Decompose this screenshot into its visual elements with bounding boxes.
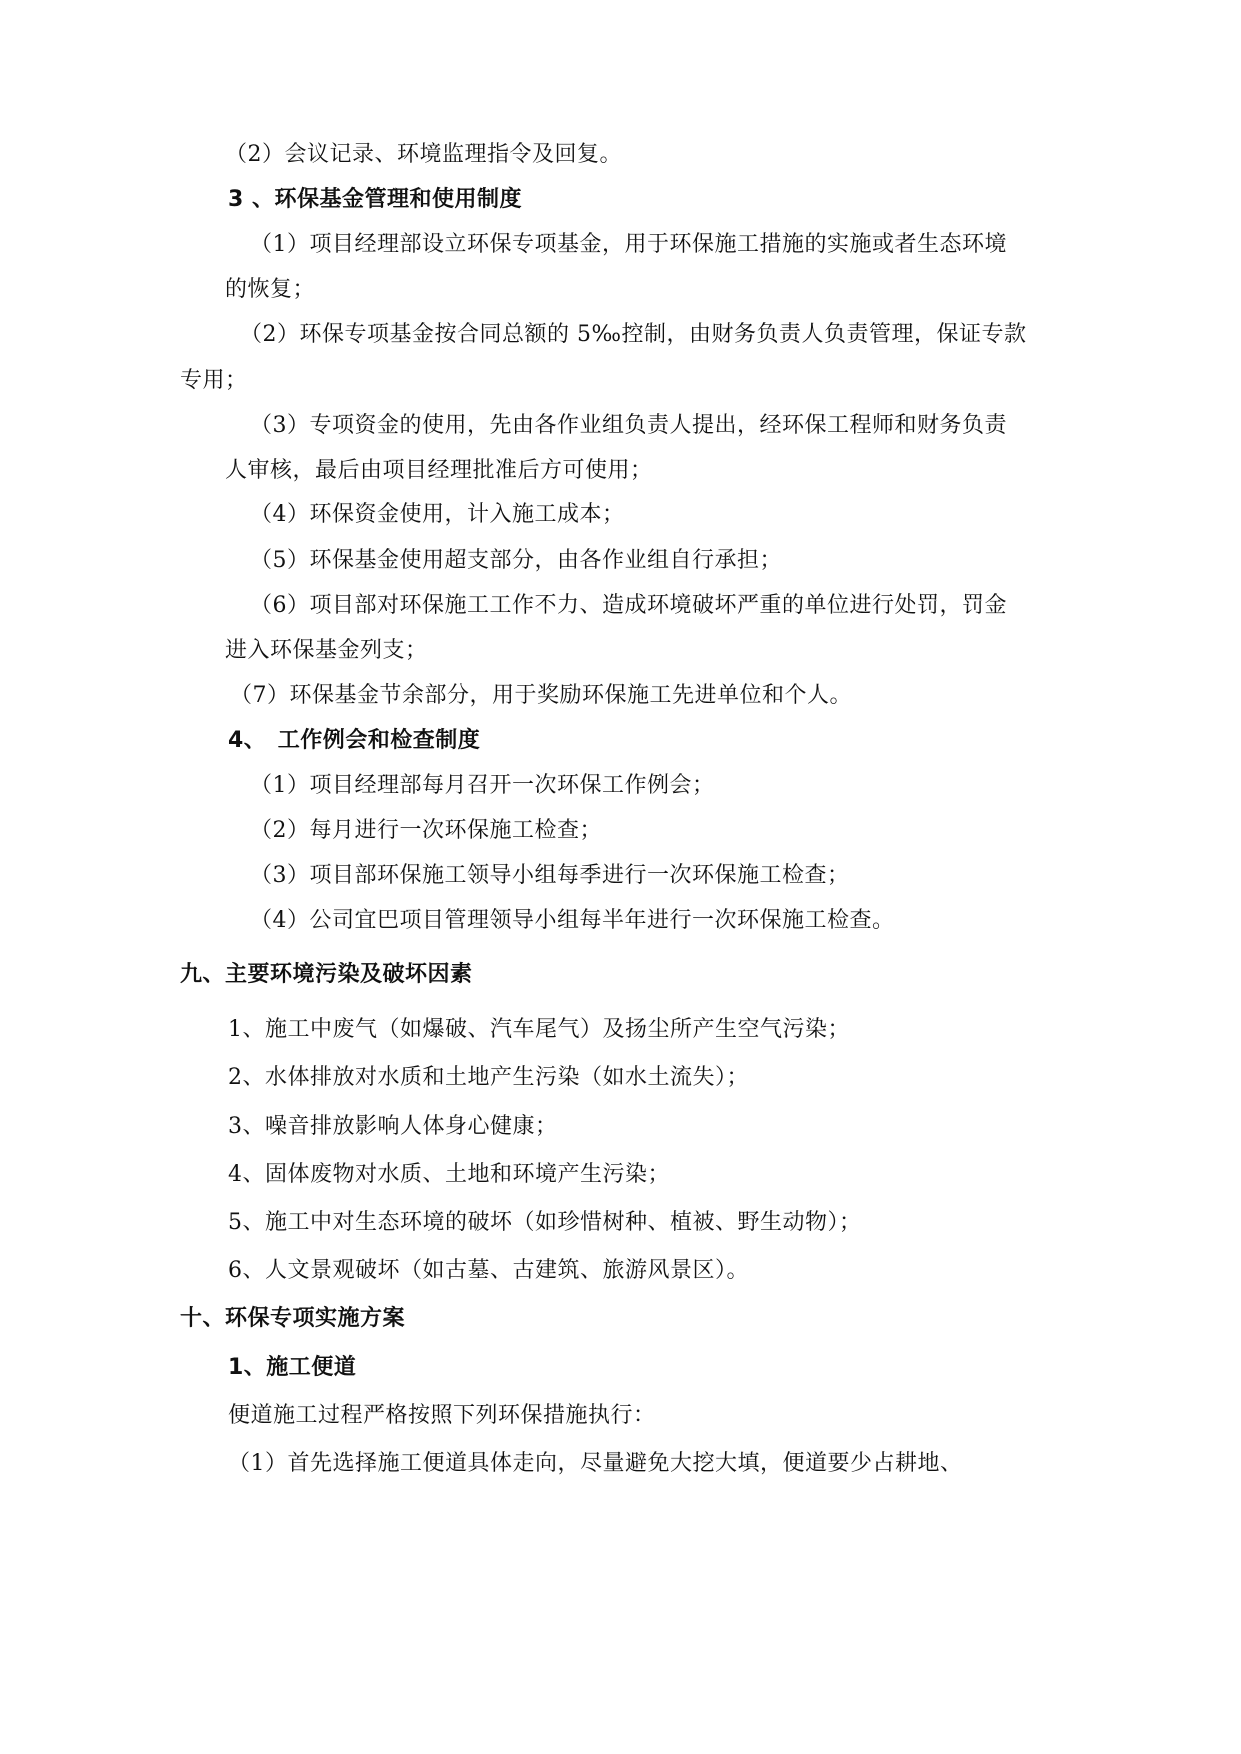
list-item: 5、施工中对生态环境的破坏（如珍惜树种、植被、野生动物）； bbox=[228, 1210, 862, 1235]
paragraph-line: （1）项目经理部每月召开一次环保工作例会； bbox=[250, 773, 715, 798]
list-item: 2、水体排放对水质和土地产生污染（如水土流失）； bbox=[228, 1065, 749, 1090]
paragraph-line: （2）会议记录、环境监理指令及回复。 bbox=[225, 142, 622, 167]
paragraph-line: 专用； bbox=[180, 368, 248, 393]
chapter-heading: 十、环保专项实施方案 bbox=[180, 1306, 406, 1331]
paragraph-line: （1）项目经理部设立环保专项基金，用于环保施工措施的实施或者生态环境 bbox=[250, 232, 1007, 257]
section-heading: 1、施工便道 bbox=[228, 1355, 357, 1380]
paragraph-line: 便道施工过程严格按照下列环保措施执行： bbox=[228, 1403, 656, 1428]
list-item: 6、人文景观破坏（如古墓、古建筑、旅游风景区）。 bbox=[228, 1258, 749, 1283]
chapter-heading: 九、主要环境污染及破坏因素 bbox=[180, 962, 473, 987]
paragraph-line: （5）环保基金使用超支部分，由各作业组自行承担； bbox=[250, 548, 782, 573]
paragraph-line: 人审核，最后由项目经理批准后方可使用； bbox=[225, 458, 653, 483]
paragraph-line: （4）公司宜巴项目管理领导小组每半年进行一次环保施工检查。 bbox=[250, 908, 895, 933]
paragraph-line: 进入环保基金列支； bbox=[225, 638, 428, 663]
paragraph-line: （4）环保资金使用，计入施工成本； bbox=[250, 502, 625, 527]
paragraph-line: （2）环保专项基金按合同总额的 5‰控制，由财务负责人负责管理，保证专款 bbox=[240, 322, 1027, 347]
list-item: 4、固体废物对水质、土地和环境产生污染； bbox=[228, 1162, 670, 1187]
list-item: 3、噪音排放影响人体身心健康； bbox=[228, 1114, 558, 1139]
paragraph-line: （7）环保基金节余部分，用于奖励环保施工先进单位和个人。 bbox=[230, 683, 852, 708]
paragraph-line: （3）项目部环保施工领导小组每季进行一次环保施工检查； bbox=[250, 863, 850, 888]
paragraph-line: 的恢复； bbox=[225, 277, 316, 302]
section-heading: 4、 工作例会和检查制度 bbox=[228, 728, 481, 753]
paragraph-line: （1）首先选择施工便道具体走向，尽量避免大挖大填，便道要少占耕地、 bbox=[228, 1451, 963, 1476]
paragraph-line: （2）每月进行一次环保施工检查； bbox=[250, 818, 602, 843]
paragraph-line: （3）专项资金的使用，先由各作业组负责人提出，经环保工程师和财务负责 bbox=[250, 413, 1007, 438]
paragraph-line: （6）项目部对环保施工工作不力、造成环境破坏严重的单位进行处罚，罚金 bbox=[250, 593, 1007, 618]
section-heading: 3 、环保基金管理和使用制度 bbox=[228, 187, 522, 212]
list-item: 1、施工中废气（如爆破、汽车尾气）及扬尘所产生空气污染； bbox=[228, 1017, 850, 1042]
